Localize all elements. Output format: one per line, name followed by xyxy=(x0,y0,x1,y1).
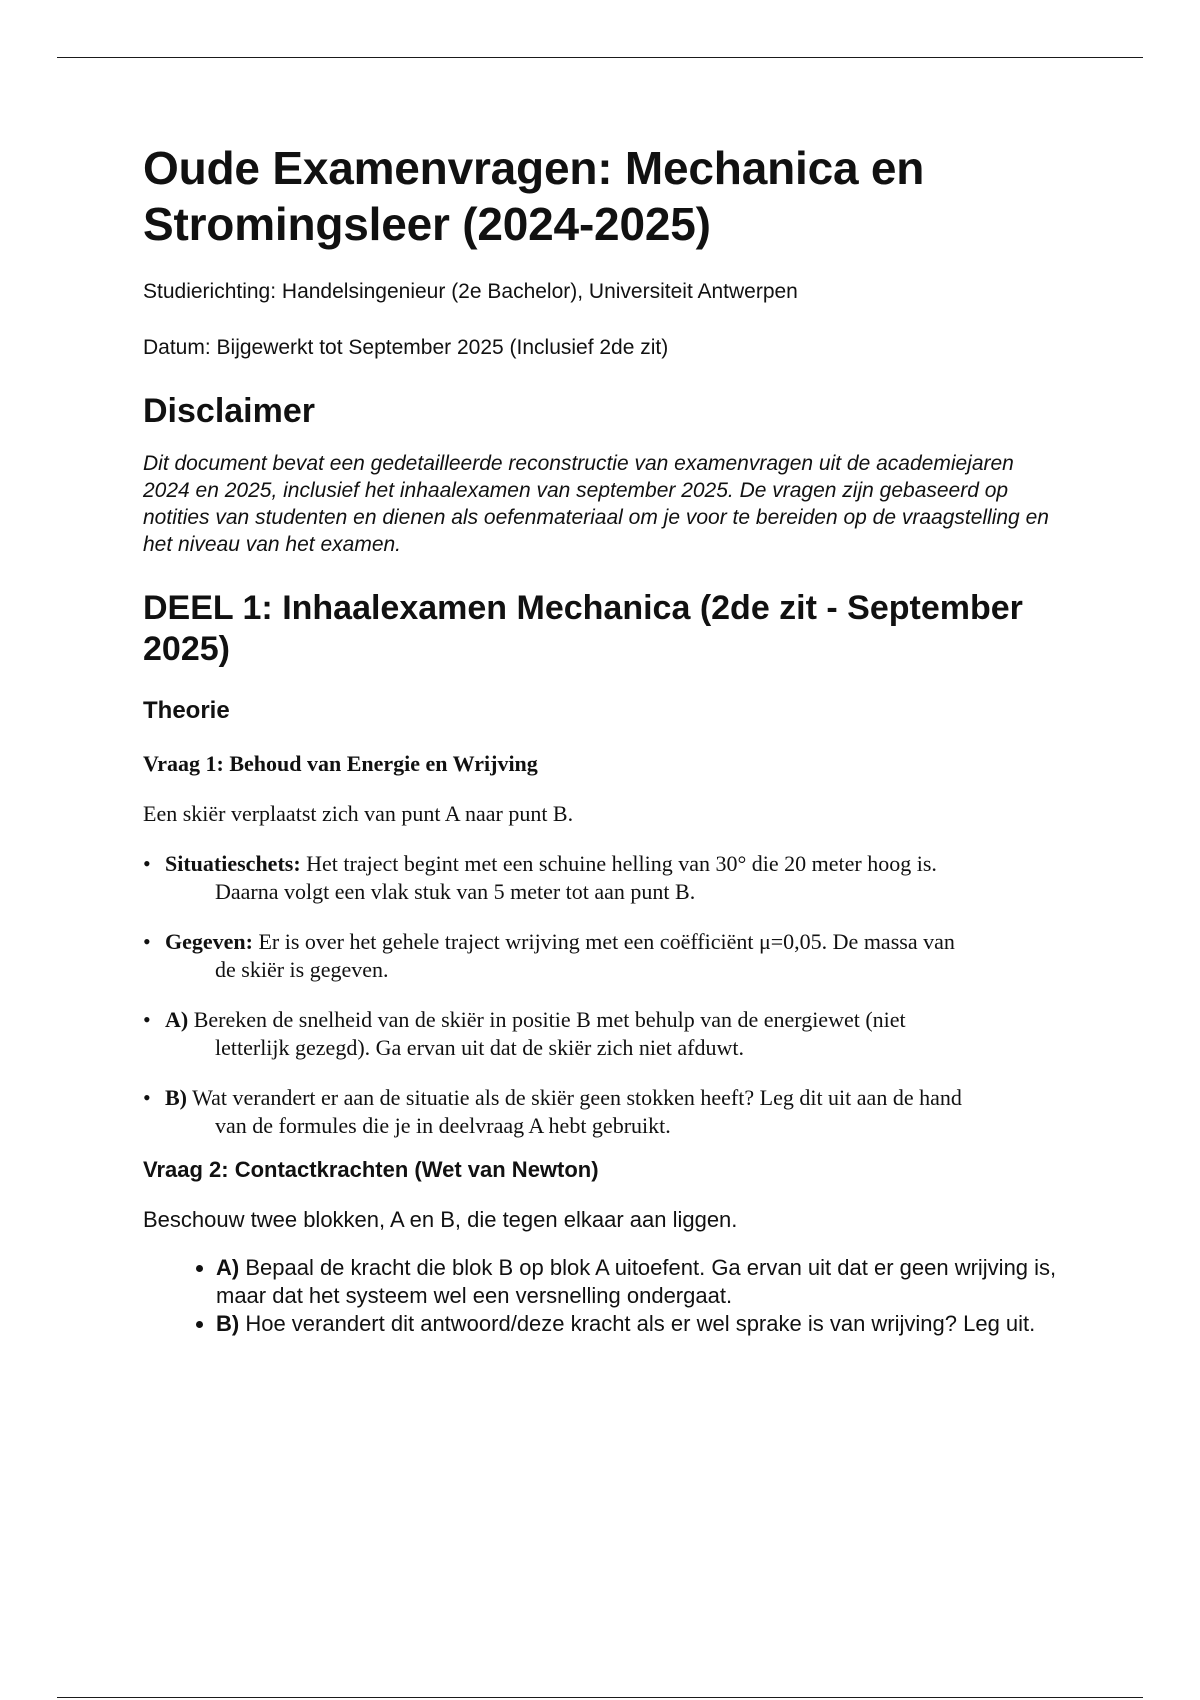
top-rule xyxy=(57,57,1143,58)
vraag1-list xyxy=(143,850,1063,1140)
list-item-body xyxy=(165,928,1063,984)
deel1-heading: DEEL 1: Inhaalexamen Mechanica (2de zit - September 2025) xyxy=(143,589,1023,668)
bullet: • xyxy=(143,1007,151,1032)
item-label: A) xyxy=(216,1255,240,1280)
theorie-subheading: Theorie xyxy=(143,697,230,724)
item-text-continuation: van de formules die je in deelvraag A hebt gebruikt. xyxy=(215,1113,671,1138)
disclaimer-heading: Disclaimer xyxy=(143,392,315,430)
bullet: • xyxy=(143,1085,151,1110)
list-item xyxy=(143,1084,1063,1140)
document-title: Oude Examenvragen: Mechanica en Stromingsleer (2024-2025) xyxy=(143,142,925,250)
item-text: Bepaal de kracht die blok B op blok A uitoefent. Ga ervan uit dat er geen wrijving is, maar dat het systeem wel een versnelling ondergaat. xyxy=(216,1255,1057,1308)
item-text-continuation: de skiër is gegeven. xyxy=(215,957,389,982)
item-label: B) xyxy=(216,1311,240,1336)
item-text: Er is over het gehele traject wrijving met een coëfficiënt μ=0,05. De massa van xyxy=(252,929,955,954)
vraag2-intro: Beschouw twee blokken, A en B, die tegen elkaar aan liggen. xyxy=(143,1207,738,1232)
disclaimer-text: Dit document bevat een gedetailleerde reconstructie van examenvragen uit de academiejaren 2024 en 2025, inclusief het inhaalexamen van september 2025. De vragen zijn gebaseerd op notities van studenten en dienen als oefenmateriaal om je voor te bereiden op de vraagstelling en het niveau van het examen. xyxy=(143,452,1049,556)
list-item xyxy=(216,1254,1063,1310)
item-text-continuation: Daarna volgt een vlak stuk van 5 meter tot aan punt B. xyxy=(215,879,696,904)
item-text-continuation: letterlijk gezegd). Ga ervan uit dat de skiër zich niet afduwt. xyxy=(215,1035,745,1060)
meta-datum: Datum: Bijgewerkt tot September 2025 (Inclusief 2de zit) xyxy=(143,336,669,359)
bottom-rule xyxy=(57,1697,1143,1698)
item-label: Situatieschets: xyxy=(165,851,301,876)
document-body xyxy=(143,140,1063,1338)
vraag1-intro: Een skiër verplaatst zich van punt A naar punt B. xyxy=(143,801,574,826)
meta-studierichting: Studierichting: Handelsingenieur (2e Bachelor), Universiteit Antwerpen xyxy=(143,280,798,303)
list-item-body xyxy=(165,850,1063,906)
list-item-body xyxy=(165,1084,1063,1140)
list-item xyxy=(143,850,1063,906)
item-label: Gegeven: xyxy=(165,929,253,954)
vraag2-list xyxy=(143,1254,1063,1338)
bullet: • xyxy=(143,929,151,954)
item-label: B) xyxy=(165,1085,187,1110)
list-item xyxy=(143,1006,1063,1062)
vraag1-title: Vraag 1: Behoud van Energie en Wrijving xyxy=(143,751,538,776)
item-text: Bereken de snelheid van de skiër in positie B met behulp van de energiewet (niet xyxy=(188,1007,906,1032)
item-label: A) xyxy=(165,1007,189,1032)
item-text: Het traject begint met een schuine helling van 30° die 20 meter hoog is. xyxy=(300,851,937,876)
item-text: Hoe verandert dit antwoord/deze kracht als er wel sprake is van wrijving? Leg uit. xyxy=(239,1311,1036,1336)
list-item xyxy=(143,928,1063,984)
list-item-body xyxy=(165,1006,1063,1062)
vraag2-title: Vraag 2: Contactkrachten (Wet van Newton) xyxy=(143,1157,599,1182)
list-item xyxy=(216,1310,1063,1338)
item-text: Wat verandert er aan de situatie als de skiër geen stokken heeft? Leg dit uit aan de hand xyxy=(187,1085,962,1110)
bullet: • xyxy=(143,851,151,876)
